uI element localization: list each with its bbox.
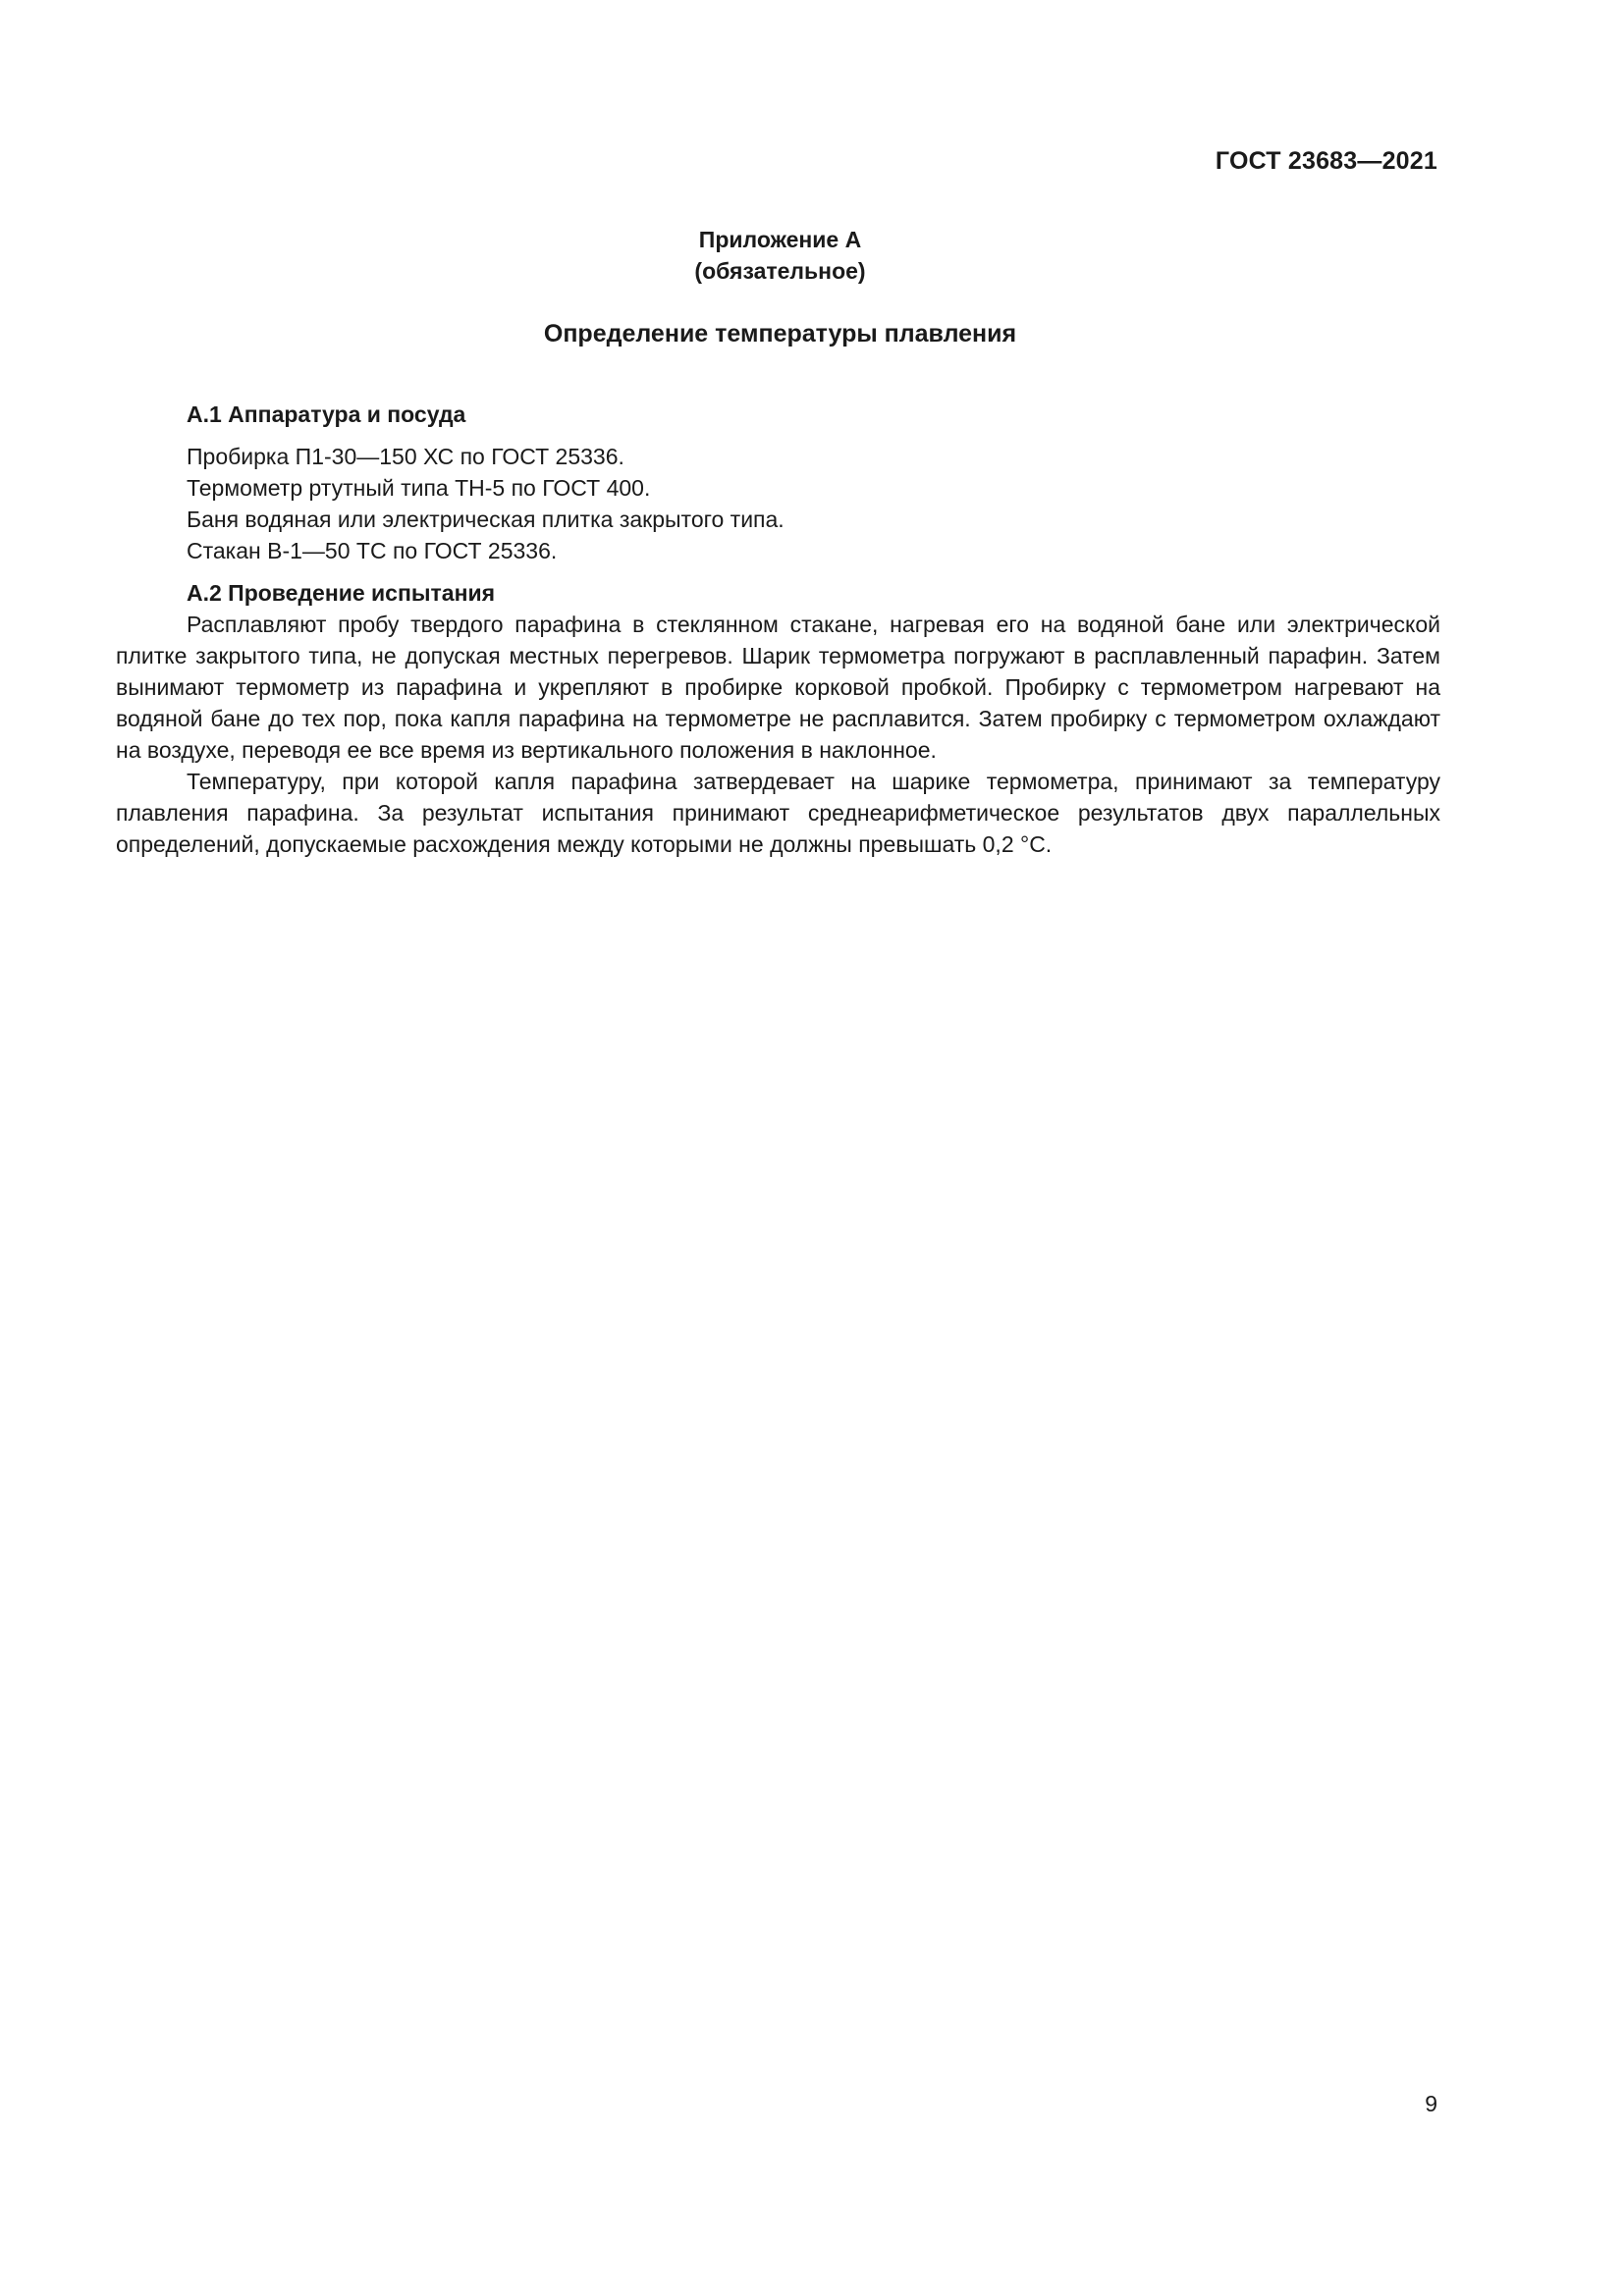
document-body (116, 399, 1440, 860)
equipment-item: Баня водяная или электрическая плитка закрытого типа. (187, 507, 785, 532)
section-heading-a1: А.1 Аппаратура и посуда (187, 401, 466, 427)
annex-header (0, 224, 1560, 287)
equipment-item: Термометр ртутный типа ТН-5 по ГОСТ 400. (187, 475, 651, 501)
section-heading-a2: А.2 Проведение испытания (187, 580, 496, 606)
page-number: 9 (1425, 2091, 1437, 2116)
equipment-item: Стакан В-1—50 ТС по ГОСТ 25336. (187, 538, 558, 563)
annex-label: Приложение А (698, 227, 862, 252)
annex-title: Определение температуры плавления (543, 320, 1017, 347)
result-paragraph: Температуру, при которой капля парафина затвердевает на шарике термометра, принимают за температуру плавления парафина. За результат испытания принимают среднеарифметическое результатов двух параллельных определений, допускаемые расхождения между которыми не должны превышать 0,2 °С. (116, 769, 1440, 857)
procedure-paragraph: Расплавляют пробу твердого парафина в стеклянном стакане, нагревая его на водяной бане или электрической плитке закрытого типа, не допуская местных перегревов. Шарик термометра погружают в расплавленный парафин. Затем вынимают термометр из парафина и укрепляют в пробирке корковой пробкой. Пробирку с термометром нагревают на водяной бане до тех пор, пока капля парафина на термометре не расплавится. Затем пробирку с термометром охлаждают на воздухе, переводя ее все время из вертикального положения в наклонное. (116, 612, 1440, 763)
equipment-item: Пробирка П1-30—150 ХС по ГОСТ 25336. (187, 444, 624, 469)
annex-status: (обязательное) (694, 258, 866, 284)
document-code: ГОСТ 23683—2021 (1215, 147, 1437, 175)
